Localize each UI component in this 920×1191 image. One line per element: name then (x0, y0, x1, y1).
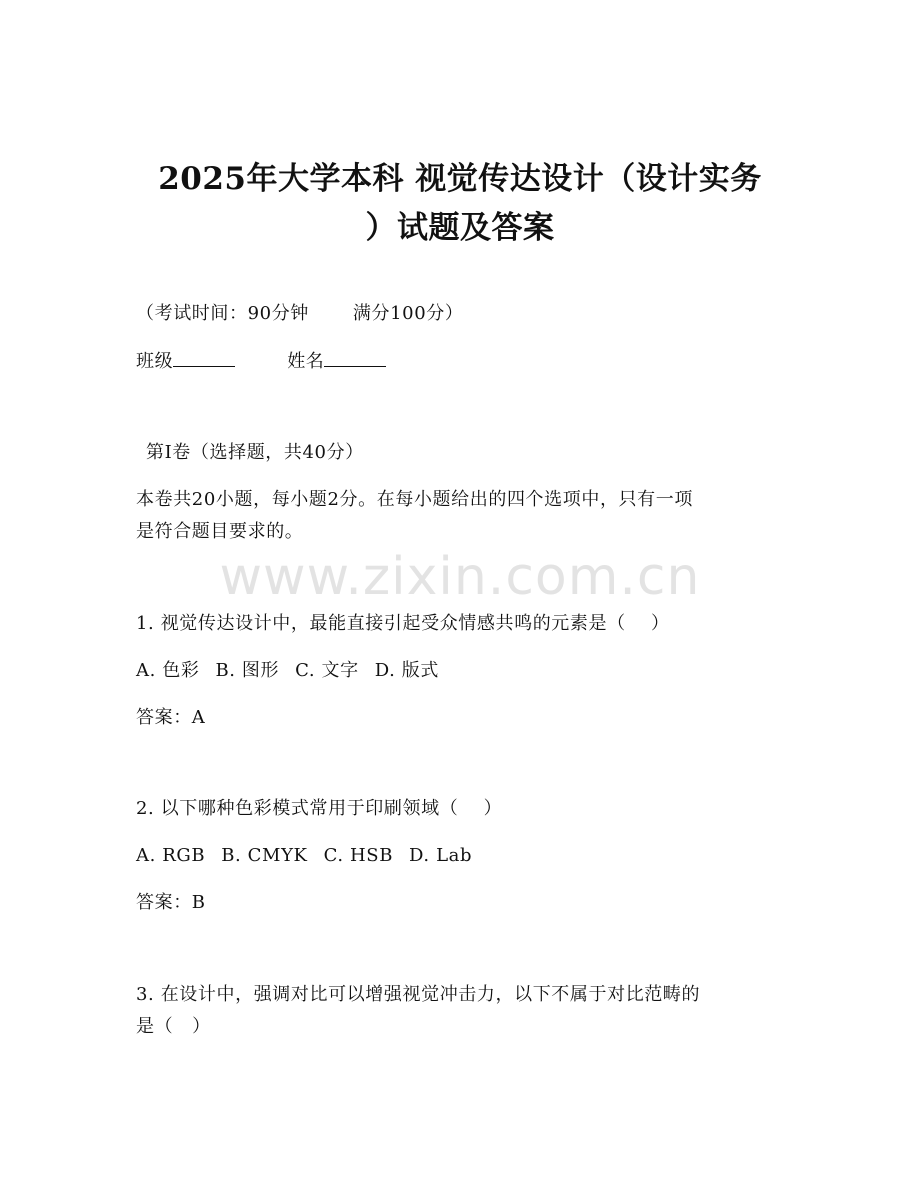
question-1-options (136, 658, 439, 684)
option-a: A. RGB (136, 845, 206, 866)
option-c: C. HSB (323, 845, 394, 866)
instructions-line-1: 本卷共20小题，每小题2分。在每小题给出的四个选项中，只有一项 (136, 489, 693, 510)
question-3-stem-line-2: 是（ ） (136, 1016, 211, 1037)
instructions-line-2: 是符合题目要求的。 (136, 521, 304, 542)
question-2-options (136, 843, 472, 869)
student-info (136, 349, 386, 375)
watermark: www.zixin.com.cn (219, 547, 701, 607)
question-2-stem: 2. 以下哪种色彩模式常用于印刷领域（ ） (136, 798, 503, 819)
exam-info (136, 301, 463, 327)
question-1-answer: 答案：A (136, 707, 206, 728)
section-title: 第I卷（选择题，共40分） (146, 442, 364, 463)
option-b: B. 图形 (215, 660, 280, 681)
name-label: 姓名 (287, 351, 325, 372)
option-d: D. Lab (409, 845, 473, 866)
question-1-stem: 1. 视觉传达设计中，最能直接引起受众情感共鸣的元素是（ ） (136, 613, 670, 634)
option-a: A. 色彩 (136, 660, 200, 681)
option-d: D. 版式 (374, 660, 439, 681)
class-label: 班级 (136, 351, 174, 372)
class-blank[interactable] (173, 350, 235, 367)
full-score: 满分100分） (352, 303, 464, 324)
name-blank[interactable] (324, 350, 386, 367)
doc-title-line-1: 2025年大学本科 视觉传达设计（设计实务 (158, 161, 762, 197)
exam-time: （考试时间：90分钟 (136, 303, 309, 324)
question-3-stem-line-1: 3. 在设计中，强调对比可以增强视觉冲击力，以下不属于对比范畴的 (136, 984, 701, 1005)
option-c: C. 文字 (295, 660, 359, 681)
question-2-answer: 答案：B (136, 892, 206, 913)
doc-title-line-2: ）试题及答案 (365, 210, 555, 246)
option-b: B. CMYK (221, 845, 308, 866)
